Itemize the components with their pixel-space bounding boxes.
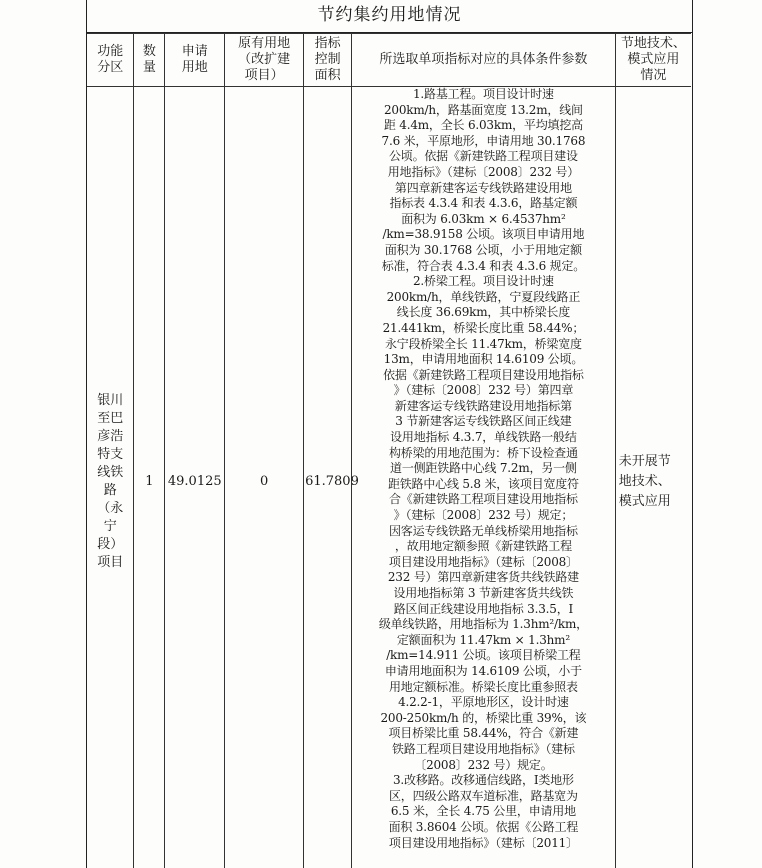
header-original: 原有用地 （改扩建 项目） bbox=[225, 34, 304, 87]
header-params: 所选取单项指标对应的具体条件参数 bbox=[352, 34, 616, 87]
table-row bbox=[87, 87, 691, 868]
cell-area: 银川 至巴 彦浩 特支 线铁 路 （永 宁 段） 项目 bbox=[87, 87, 134, 868]
header-apply: 申请 用地 bbox=[165, 34, 225, 87]
cell-count: 1 bbox=[134, 87, 165, 868]
cell-original: 0 bbox=[225, 87, 304, 868]
cell-params bbox=[352, 87, 616, 868]
land-use-table bbox=[86, 0, 693, 868]
land-use-grid bbox=[87, 33, 691, 868]
header-index: 指标 控制 面积 bbox=[304, 34, 352, 87]
params-text: 1.路基工程。项目设计时速 200km/h，路基面宽度 13.2m，线间 距 4.4m，全长 6.03km，平均填挖高 7.6 米，平原地形，申请用地 30.1768 公顷。依据《新建铁路工程项目建设 用地指标》（建标〔2008〕232 号） 第四章新建客运专线铁路建设用地 指标表 4.3.4 和表 4.3.6，路基定额 面积为 6.03km × 6.4537hm² /km=38.9158 公顷。该项目申请用地 面积为 30.1768 公顷，小于用地定额 标准，符合表 4.3.4 和表 4.3.6 规定。 2.桥梁工程。项目设计时速 200km/h，单线铁路，宁夏段线路正 线长度 36.69km，其中桥梁长度 21.441km，桥梁长度比重 58.44%； 永宁段桥梁全长 11.47km，桥梁宽度 13m，申请用地面积 14.6109 公顷。 依据《新建铁路工程项目建设用地指标 》（建标〔2008〕232 号）第四章 新建客运专线铁路建设用地指标第 3 节新建客运专线铁路区间正线建 设用地指标 4.3.7，单线铁路一般结 构桥梁的用地范围为：桥下设检查通 道一侧距铁路中心线 7.2m，另一侧 距铁路中心线 5.8 米，该项目宽度符 合《新建铁路工程项目建设用地指标 》（建标〔2008〕232 号）规定； 因客运专线铁路无单线桥梁用地指标 ，故用地定额参照《新建铁路工程 项目建设用地指标》（建标〔2008〕 232 号）第四章新建客货共线铁路建 设用地指标第 3 节新建客货共线铁 路区间正线建设用地指标 3.3.5，Ⅰ 级单线铁路，用地指标为 1.3hm²/km， 定额面积为 11.47km × 1.3hm² /km=14.911 公顷。该项目桥梁工程 申请用地面积为 14.6109 公顷，小于 用地定额标准。桥梁长度比重参照表 4.2.2-1，平原地形区，设计时速 200-250km/h 的，桥梁比重 39%，该 项目桥梁比重 58.44%，符合《新建 铁路工程项目建设用地指标》（建标 〔2008〕232 号）规定。 3.改移路。改移通信线路，Ⅰ类地形 区，四级公路双车道标准，路基宽为 6.5 米，全长 4.75 公里，申请用地 面积 3.8604 公顷。依据《公路工程 项目建设用地指标》（建标〔2011〕 bbox=[378, 87, 588, 850]
header-row bbox=[87, 34, 691, 87]
cell-tech: 未开展节 地技术、 模式应用 bbox=[615, 87, 691, 868]
cell-index: 61.7809 bbox=[304, 87, 352, 868]
header-tech: 节地技术、 模式应用 情况 bbox=[615, 34, 691, 87]
header-area: 功能 分区 bbox=[87, 34, 134, 87]
cell-apply: 49.0125 bbox=[165, 87, 225, 868]
header-count: 数 量 bbox=[134, 34, 165, 87]
table-title: 节约集约用地情况 bbox=[87, 0, 692, 33]
